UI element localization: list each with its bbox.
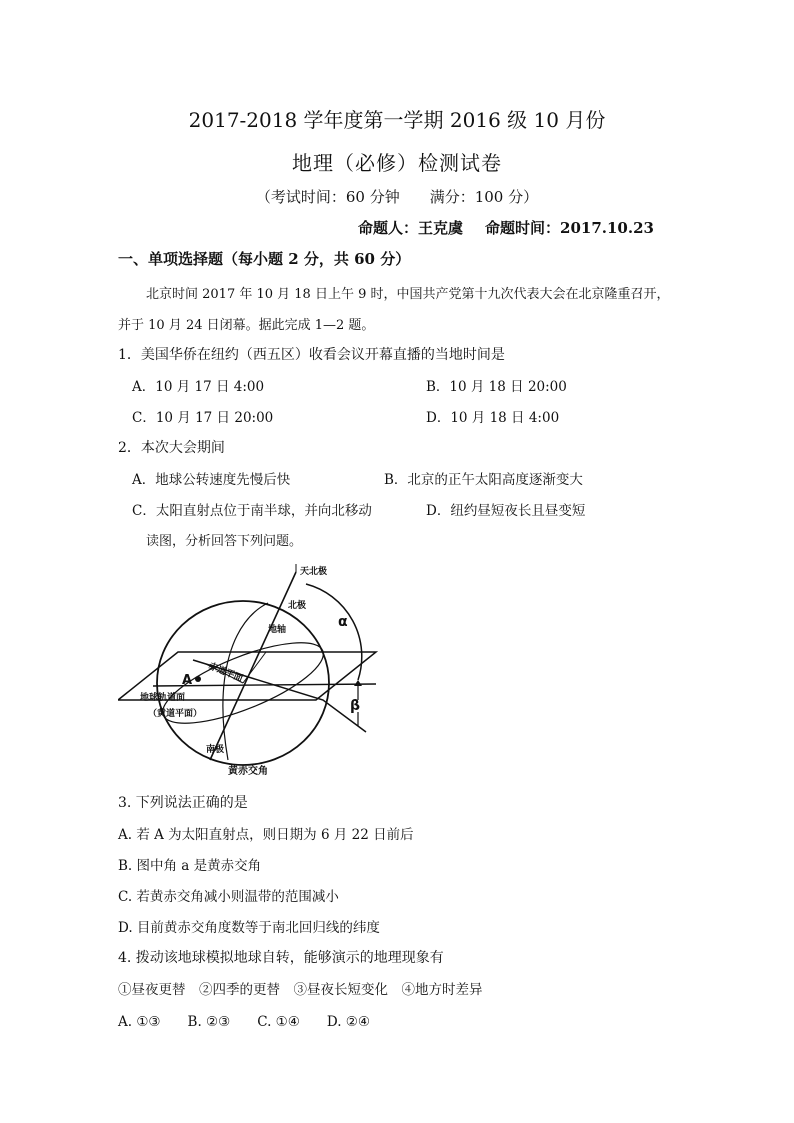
setter-line — [358, 217, 676, 238]
q1-stem: 1．美国华侨在纽约（西五区）收看会议开幕直播的当地时间是 — [118, 347, 505, 363]
q4-options: A. ①③ B. ②③ C. ①④ D. ②④ — [118, 1014, 371, 1030]
intro-line-2: 并于 10 月 24 日闭幕。据此完成 1—2 题。 — [118, 318, 375, 333]
label-orbit-plane: 地球轨道面 — [140, 693, 186, 703]
label-ecliptic-plane: （黄道平面） — [148, 709, 203, 719]
setter-date: 命题时间：2017.10.23 — [485, 219, 654, 237]
obliquity-diagram — [118, 560, 398, 780]
label-north-pole: 北极 — [288, 601, 307, 611]
q3-option-b: B. 图中角 a 是黄赤交角 — [118, 858, 262, 874]
q2-option-a: A．地球公转速度先慢后快 — [132, 472, 291, 488]
exam-info: （考试时间：60 分钟 满分：100 分） — [255, 188, 539, 206]
alpha-arc — [306, 584, 362, 680]
q3-stem: 3. 下列说法正确的是 — [118, 795, 248, 811]
diagram-caption: 黄赤交角 — [228, 766, 268, 777]
q1-option-b: B．10 月 18 日 20:00 — [426, 379, 567, 395]
title-line-2: 地理（必修）检测试卷 — [292, 151, 502, 175]
q1-option-d: D．10 月 18 日 4:00 — [426, 410, 560, 426]
q2-option-b: B．北京的正午太阳高度逐渐变大 — [384, 472, 583, 488]
q1-option-a: A．10 月 17 日 4:00 — [132, 379, 265, 395]
setter-name: 命题人：王克虞 — [358, 219, 464, 237]
label-point-a: A — [182, 673, 193, 688]
q3-option-c: C. 若黄赤交角减小则温带的范围减小 — [118, 889, 339, 905]
section-heading: 一、单项选择题（每小题 2 分，共 60 分） — [118, 250, 411, 268]
label-alpha: α — [338, 614, 348, 630]
q3-option-d: D. 目前黄赤交角度数等于南北回归线的纬度 — [118, 920, 380, 936]
label-axis: 地轴 — [268, 625, 287, 635]
q4-items: ①昼夜更替 ②四季的更替 ③昼夜长短变化 ④地方时差异 — [118, 982, 483, 998]
q2-option-c: C．太阳直射点位于南半球，并向北移动 — [132, 503, 372, 519]
intro-line-1: 北京时间 2017 年 10 月 18 日上午 9 时，中国共产党第十九次代表大会在北京隆重召开， — [146, 287, 670, 302]
q3-option-a: A. 若 A 为太阳直射点，则日期为 6 月 22 日前后 — [118, 827, 414, 843]
q2-option-d: D．纽约昼短夜长且昼变短 — [426, 503, 586, 519]
q4-stem: 4. 拨动该地球模拟地球自转，能够演示的地理现象有 — [118, 950, 444, 966]
title-line-1: 2017-2018 学年度第一学期 2016 级 10 月份 — [188, 108, 606, 132]
label-south-pole: 南极 — [206, 745, 225, 755]
label-equator-plane: 赤道平面 — [206, 661, 245, 685]
figure-intro: 读图，分析回答下列问题。 — [146, 534, 303, 549]
beta-arrowhead — [354, 680, 362, 686]
label-north-celestial: 天北极 — [300, 567, 328, 577]
point-a-marker — [195, 676, 201, 682]
q2-stem: 2．本次大会期间 — [118, 440, 225, 456]
q1-option-c: C．10 月 17 日 20:00 — [132, 410, 274, 426]
label-beta: β — [350, 698, 361, 714]
